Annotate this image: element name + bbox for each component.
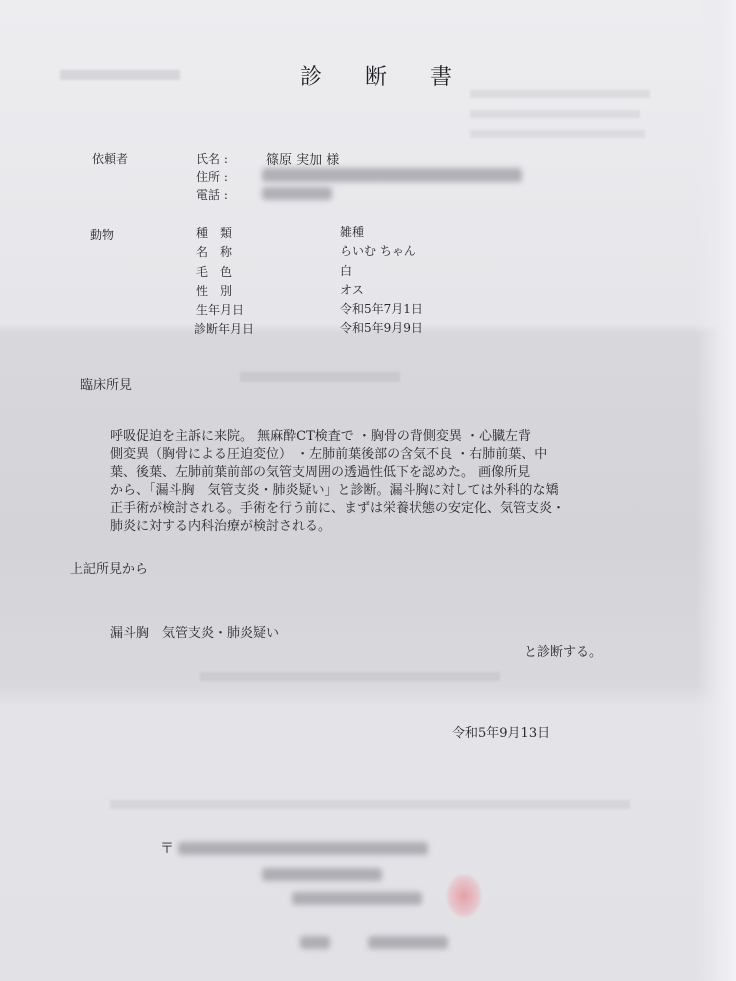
bleed-through-text (200, 672, 500, 681)
redacted-phone (262, 187, 332, 200)
clinical-line: 葉、後葉、左肺前葉前部の気管支周囲の透過性低下を認めた。 画像所見 (110, 465, 531, 480)
redacted-vet-name (368, 936, 448, 949)
clinical-line: 肺炎に対する内科治療が検討される。 (110, 519, 332, 534)
paper-fold-shadow (696, 0, 736, 981)
animal-field-value: 令和5年7月1日 (340, 302, 423, 316)
redacted-vet-title (300, 936, 330, 949)
redacted-clinic-address (178, 842, 428, 855)
animal-field-value: 白 (340, 264, 353, 278)
document-title: 診 断 書 (300, 65, 470, 90)
bleed-through-text (240, 372, 400, 382)
animal-field-label: 種 類 (196, 226, 233, 240)
requester-section-label: 依頼者 (92, 152, 129, 166)
bleed-through-text (110, 800, 630, 809)
animal-field-value: 雑種 (340, 225, 365, 239)
clinical-line: 呼吸促迫を主訴に来院。 無麻酔CT検査で ・胸骨の背側変異 ・心臓左背 (110, 429, 532, 444)
bleed-through-text (470, 90, 650, 98)
animal-field-label: 名 称 (196, 245, 233, 259)
diagnosis-closing: と診断する。 (524, 645, 603, 660)
animal-field-label: 診断年月日 (194, 322, 255, 336)
bleed-through-text (470, 130, 645, 138)
name-label: 氏名 : (196, 152, 228, 166)
animal-field-label: 性 別 (196, 284, 233, 298)
redacted-clinic-phone (292, 892, 422, 905)
clinical-line: 正手術が検討される。手術を行う前に、まずは栄養状態の安定化、気管支炎・ (110, 501, 566, 516)
animal-field-label: 毛 色 (196, 265, 233, 279)
diagnosis-text: 漏斗胸 気管支炎・肺炎疑い (110, 626, 280, 641)
animal-field-value: オス (340, 283, 364, 297)
address-label: 住所 : (196, 170, 228, 184)
phone-label: 電話 : (196, 188, 228, 202)
redacted-address (262, 168, 522, 182)
animal-section-label: 動物 (90, 228, 115, 242)
postal-mark: 〒 (160, 841, 174, 857)
clinical-findings-text (110, 428, 610, 536)
clinical-line: から、「漏斗胸 気管支炎・肺炎疑い」と診断。漏斗胸に対しては外科的な矯 (110, 483, 559, 498)
animal-field-value: 令和5年9月9日 (340, 321, 423, 335)
bleed-through-text (470, 110, 640, 118)
owner-name: 篠原 実加 様 (266, 153, 340, 168)
clinical-line: 側変異（胸骨による圧迫変位） ・左肺前葉後部の含気不良 ・右肺前葉、中 (110, 447, 548, 462)
bleed-through-text (60, 70, 180, 80)
animal-field-value: らいむ ちゃん (340, 244, 416, 258)
clinic-seal (446, 874, 482, 918)
redacted-clinic-name (262, 868, 382, 881)
issue-date: 令和5年9月13日 (452, 726, 551, 741)
conclusion-intro: 上記所見から (70, 562, 149, 577)
clinical-findings-label: 臨床所見 (80, 378, 133, 393)
animal-field-label: 生年月日 (196, 303, 245, 317)
